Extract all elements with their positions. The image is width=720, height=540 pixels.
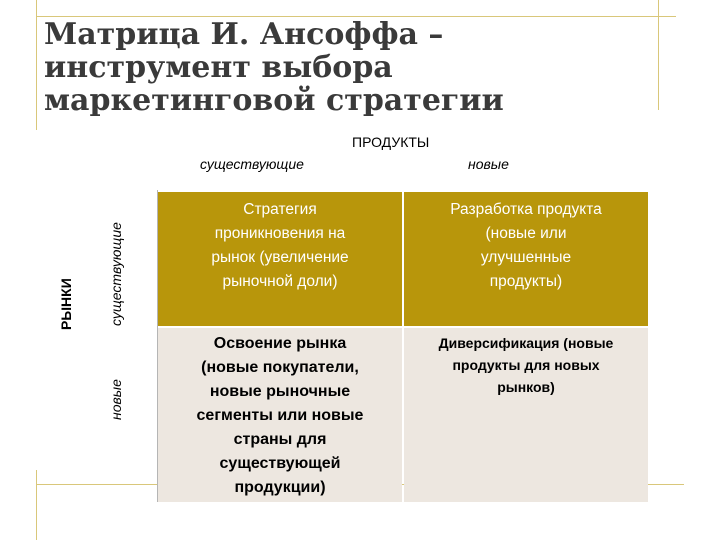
cell-market-development-text: Освоение рынка (новые покупатели, новые рыночные сегменты или новые страны для существующей продукции) — [196, 335, 364, 496]
decor-line-vertical-top — [36, 0, 37, 130]
decor-line-vertical-right — [658, 0, 659, 110]
column-label-new: новые — [468, 156, 509, 172]
cell-diversification — [404, 328, 648, 502]
products-axis-label: ПРОДУКТЫ — [352, 134, 430, 150]
decor-line-vertical-bottom-left — [36, 470, 37, 540]
slide-title: Матрица И. Ансоффа – инструмент выбора маркетинговой стратегии — [44, 17, 504, 118]
cell-product-development — [404, 192, 648, 326]
row-label-existing: существующие — [108, 222, 124, 326]
row-label-new: новые — [108, 379, 124, 420]
column-label-existing: существующие — [200, 156, 304, 172]
cell-product-development-text: Разработка продукта (новые или улучшенные продукты) — [450, 201, 602, 290]
cell-market-penetration-text: Стратегия проникновения на рынок (увеличение рыночной доли) — [211, 201, 349, 290]
cell-market-development — [158, 328, 402, 502]
markets-axis-label: РЫНКИ — [58, 278, 74, 330]
cell-diversification-text: Диверсификация (новые продукты для новых рынков) — [438, 335, 614, 395]
cell-market-penetration — [158, 192, 402, 326]
